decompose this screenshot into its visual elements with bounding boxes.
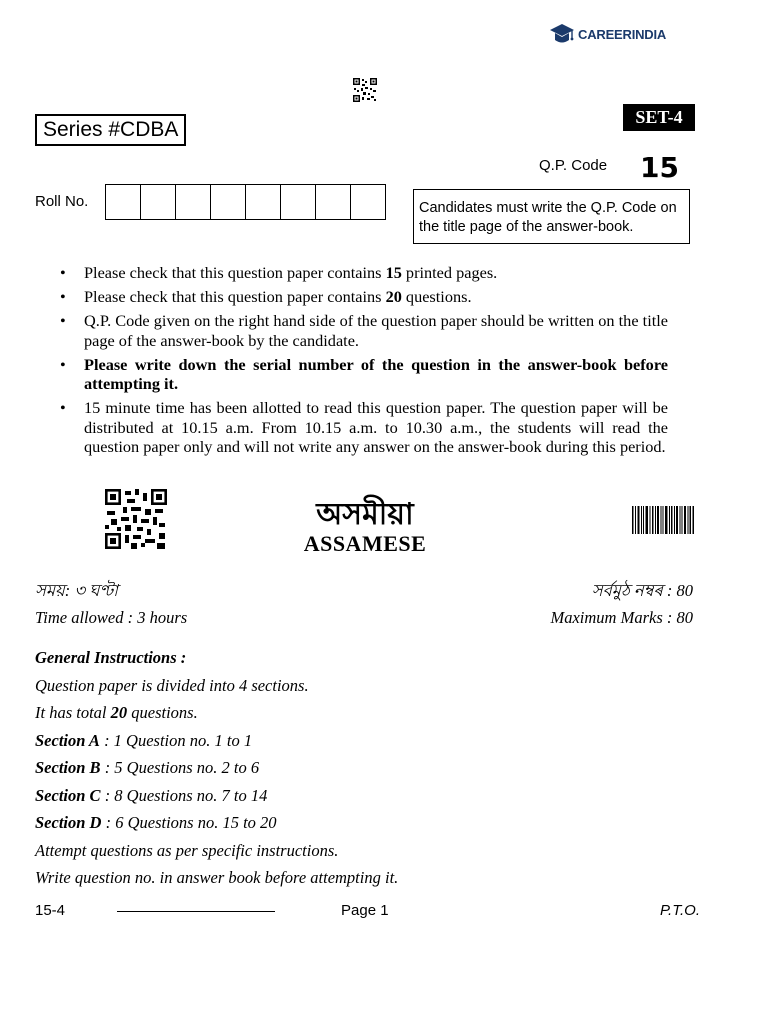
section-line: Section B : 5 Questions no. 2 to 6 — [35, 758, 260, 777]
roll-no-box[interactable] — [245, 184, 281, 220]
subject-title-english: ASSAMESE — [303, 531, 427, 556]
roll-no-box[interactable] — [175, 184, 211, 220]
roll-no-box[interactable] — [280, 184, 316, 220]
large-qr-code — [105, 489, 167, 549]
instruction-item: • Please write down the serial number of the question in the answer-book before attempting it. — [60, 354, 668, 393]
time-allowed-assamese: সময়: ৩ ঘণ্টা — [35, 581, 118, 600]
roll-no-box[interactable] — [350, 184, 386, 220]
general-instructions-heading: General Instructions : — [35, 648, 187, 667]
bullet-icon: • — [60, 287, 66, 306]
careerindia-logo — [549, 20, 666, 48]
instruction-item: • 15 minute time has been allotted to read this question paper. The question paper will be distributed at 10.15 a.m. From 10.15 a.m. to 10.30 a.m., the students will read the question paper only and will not write any answer on the answer-book during this period. — [60, 398, 668, 456]
maximum-marks-assamese: সৰ্বমুঠ নম্বৰ : 80 — [591, 581, 693, 600]
barcode — [632, 506, 694, 534]
bullet-icon: • — [60, 263, 66, 282]
roll-no-box[interactable] — [315, 184, 351, 220]
section-line: Section A : 1 Question no. 1 to 1 — [35, 730, 253, 750]
pto-label: P.T.O. — [659, 902, 700, 919]
bullet-icon: • — [60, 311, 66, 330]
bullet-icon: • — [60, 354, 66, 374]
roll-no-label: Roll No. — [35, 193, 89, 210]
time-allowed: Time allowed : 3 hours — [35, 608, 188, 627]
qp-code-value: 15 — [640, 151, 679, 184]
bullet-icon: • — [60, 398, 66, 417]
footer-divider — [117, 911, 275, 912]
qp-code-label: Q.P. Code — [539, 157, 608, 174]
general-line: It has total 20 questions. — [35, 703, 198, 722]
subject-title-assamese: অসমীয়া — [316, 497, 414, 532]
general-instructions — [35, 644, 398, 892]
roll-no-box[interactable] — [210, 184, 246, 220]
general-line: Write question no. in answer book before attempting it. — [35, 868, 399, 887]
instruction-item: • Please check that this question paper contains 15 printed pages. — [60, 263, 498, 282]
general-line: Attempt questions as per specific instructions. — [35, 840, 339, 860]
general-line: Question paper is divided into 4 sections. — [35, 675, 309, 695]
instruction-list — [60, 263, 668, 461]
footer-code: 15-4 — [35, 902, 66, 919]
candidate-note: Candidates must write the Q.P. Code on the title page of the answer-book. — [413, 189, 690, 244]
small-qr-code — [353, 78, 377, 102]
instruction-item: • Q.P. Code given on the right hand side of the question paper should be written on the title page of the answer-book by the candidate. — [60, 311, 668, 350]
section-line: Section C : 8 Questions no. 7 to 14 — [35, 785, 268, 805]
page-number: Page 1 — [341, 902, 389, 919]
instruction-item: • Please check that this question paper contains 20 questions. — [60, 287, 472, 306]
section-line: Section D : 6 Questions no. 15 to 20 — [35, 813, 277, 832]
roll-no-box[interactable] — [140, 184, 176, 220]
set-badge: SET-4 — [623, 104, 695, 131]
roll-no-boxes — [106, 184, 386, 220]
roll-no-box[interactable] — [105, 184, 141, 220]
maximum-marks: Maximum Marks : 80 — [550, 608, 693, 627]
graduation-cap-icon — [549, 21, 575, 47]
series-label: Series #CDBA — [35, 114, 186, 146]
logo-text: CAREERINDIA — [578, 26, 667, 42]
